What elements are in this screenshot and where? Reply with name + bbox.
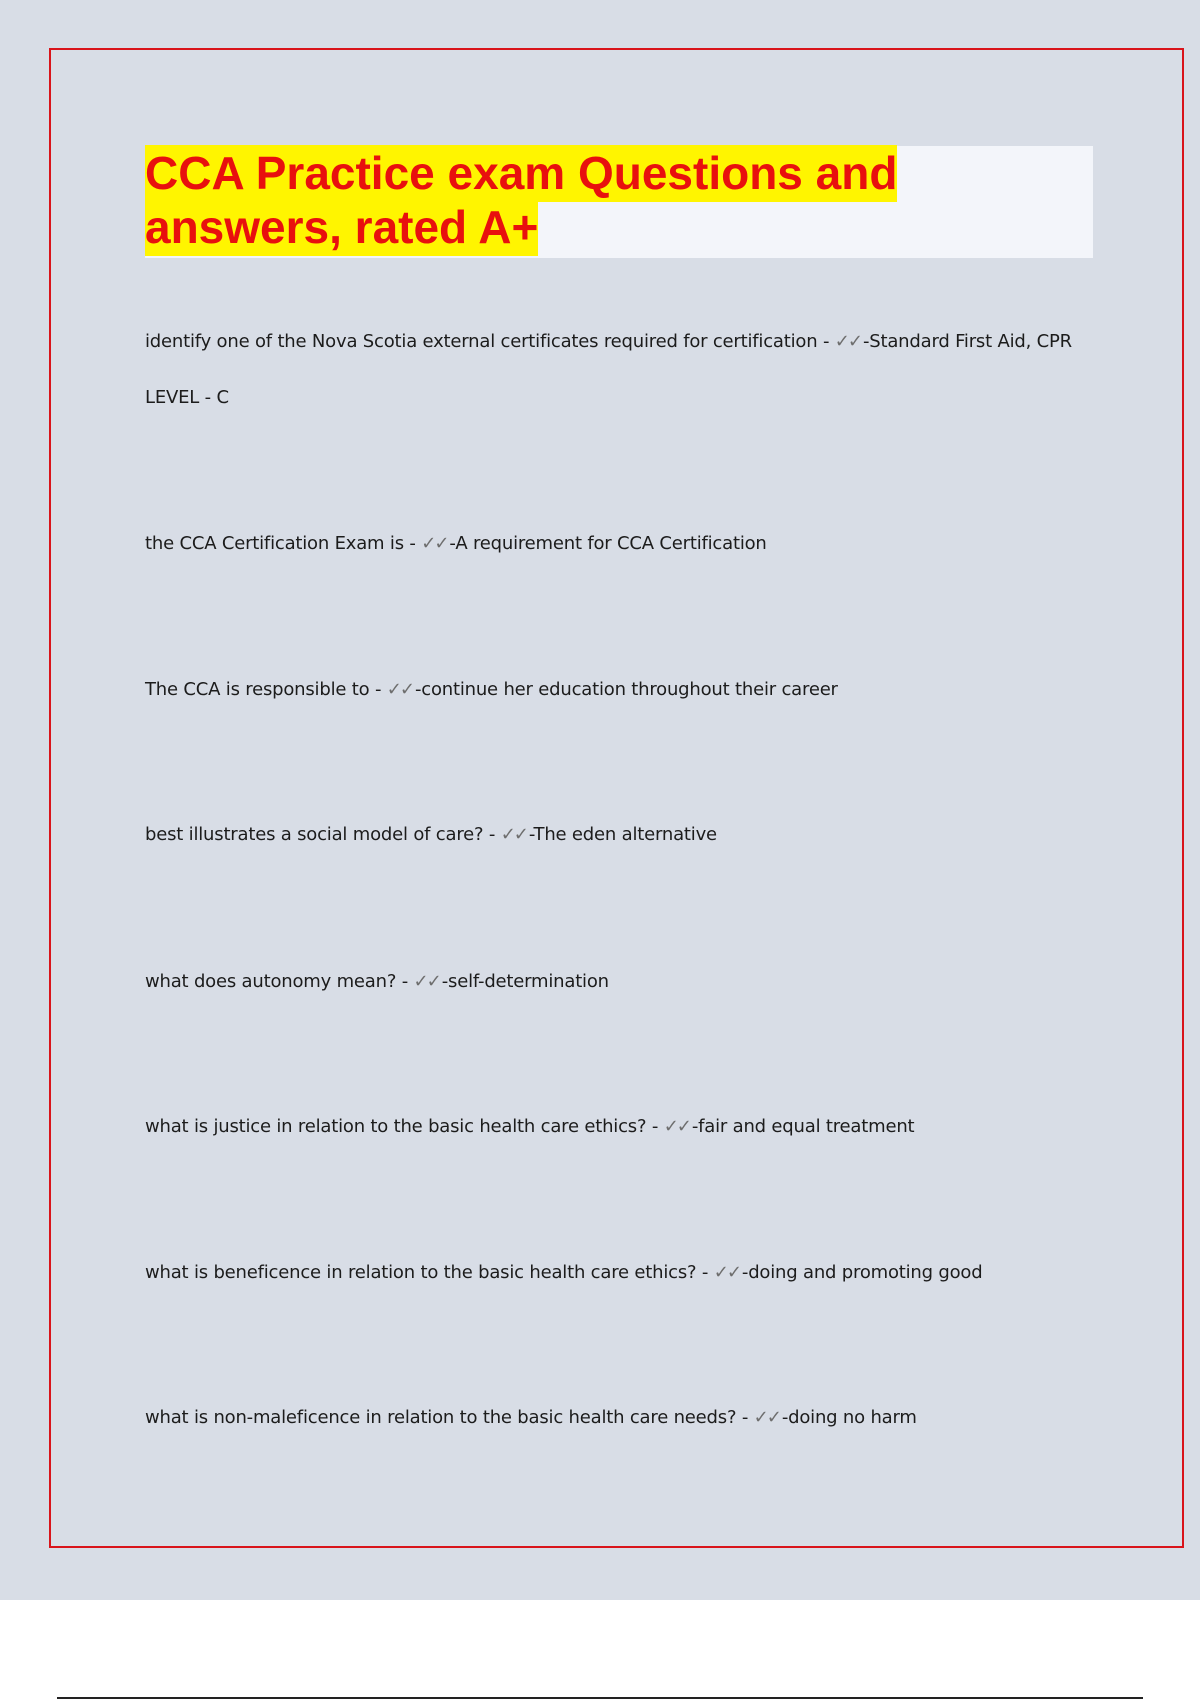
page-border xyxy=(49,48,1184,1548)
qa-item xyxy=(145,662,1095,718)
double-check-icon: ✓✓ xyxy=(834,331,861,352)
double-check-icon: ✓✓ xyxy=(663,1116,690,1137)
footer-rule xyxy=(57,1697,1143,1699)
double-check-icon: ✓✓ xyxy=(386,679,413,700)
question-text: what is justice in relation to the basic health care ethics? - xyxy=(145,1116,659,1137)
double-check-icon: ✓✓ xyxy=(753,1407,780,1428)
answer-text: -Standard First Aid, CPR LEVEL - C xyxy=(145,331,1072,408)
title-line-2: answers, rated A+ xyxy=(145,199,538,256)
answer-text: -The eden alternative xyxy=(528,824,717,845)
question-text: what is non-maleficence in relation to the basic health care needs? - xyxy=(145,1407,749,1428)
double-check-icon: ✓✓ xyxy=(413,971,440,992)
question-text: what is beneficence in relation to the basic health care ethics? - xyxy=(145,1262,709,1283)
double-check-icon: ✓✓ xyxy=(713,1262,740,1283)
double-check-icon: ✓✓ xyxy=(421,533,448,554)
answer-text: -self-determination xyxy=(441,971,609,992)
document-title xyxy=(145,146,1093,254)
qa-item xyxy=(145,314,1095,426)
question-text: identify one of the Nova Scotia external certificates required for certification - xyxy=(145,331,830,352)
qa-item xyxy=(145,516,1095,572)
qa-item xyxy=(145,1099,1095,1155)
answer-text: -fair and equal treatment xyxy=(691,1116,915,1137)
title-line-1: CCA Practice exam Questions and xyxy=(145,145,897,202)
answer-text: -doing no harm xyxy=(781,1407,917,1428)
double-check-icon: ✓✓ xyxy=(500,824,527,845)
answer-text: -A requirement for CCA Certification xyxy=(449,533,767,554)
question-text: best illustrates a social model of care? - xyxy=(145,824,496,845)
answer-text: -doing and promoting good xyxy=(741,1262,983,1283)
answer-text: -continue her education throughout their career xyxy=(414,679,838,700)
question-text: what does autonomy mean? - xyxy=(145,971,409,992)
question-text: The CCA is responsible to - xyxy=(145,679,382,700)
qa-item xyxy=(145,1245,1095,1301)
question-text: the CCA Certification Exam is - xyxy=(145,533,416,554)
qa-item xyxy=(145,807,1095,863)
qa-item xyxy=(145,1390,1095,1446)
qa-item xyxy=(145,954,1095,1010)
